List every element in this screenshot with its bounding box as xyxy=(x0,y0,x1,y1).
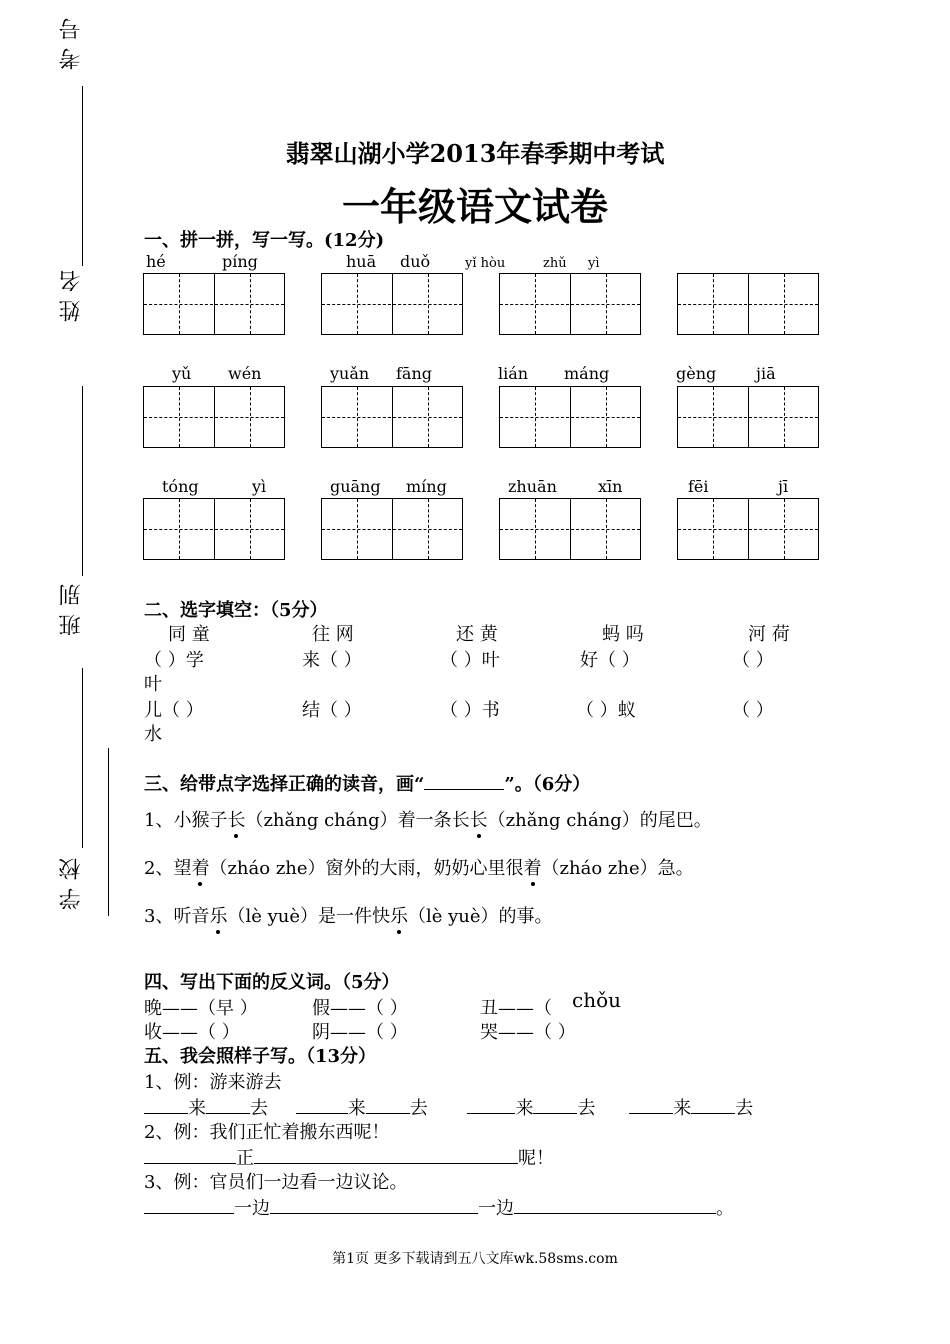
antonym-item[interactable]: 丑——（ xyxy=(480,998,552,1019)
pinyin: wén xyxy=(228,364,262,383)
char-pair: 蚂 吗 xyxy=(602,624,644,645)
pinyin: duǒ xyxy=(400,252,431,271)
antonym-item[interactable]: 晚——（早 ） xyxy=(144,998,258,1019)
chou-pinyin: chǒu xyxy=(572,988,622,1012)
pinyin: jī xyxy=(778,477,789,496)
pinyin: xīn xyxy=(598,477,623,496)
char-pair: 还 黄 xyxy=(456,624,498,645)
pinyin: yǐ hòu xyxy=(465,256,506,271)
class-line xyxy=(82,668,83,848)
fill-blank[interactable]: （ ） xyxy=(732,700,774,721)
question-2: 2、望着（zháo zhe）窗外的大雨，奶奶心里很着（zháo zhe）急。 xyxy=(144,854,694,880)
pinyin: yì xyxy=(252,477,267,496)
pinyin: yì xyxy=(588,256,600,271)
pinyin: míng xyxy=(406,477,447,496)
char-pair: 河 荷 xyxy=(748,624,790,645)
pinyin: píng xyxy=(222,252,258,271)
pinyin: jiā xyxy=(756,364,776,383)
writing-grid[interactable] xyxy=(143,273,285,335)
writing-grid[interactable] xyxy=(143,386,285,448)
class-label: 班别 xyxy=(59,576,84,636)
pinyin: guāng xyxy=(330,477,381,496)
question-1: 1、小猴子长（zhǎng cháng）着一条长长（zhǎng cháng）的尾巴。 xyxy=(144,806,712,832)
pinyin: zhǔ xyxy=(543,256,567,271)
pinyin: fāng xyxy=(396,364,433,383)
section-2-title: 二、选字填空：（5分） xyxy=(144,600,328,621)
antonym-item[interactable]: 收——（ ） xyxy=(144,1022,240,1043)
answer-line-2[interactable]: 正 呢！ xyxy=(144,1144,554,1170)
pinyin: lián xyxy=(498,364,529,383)
writing-grid[interactable] xyxy=(677,273,819,335)
pinyin: yuǎn xyxy=(330,364,370,383)
pinyin: huā xyxy=(346,252,377,271)
question-3: 3、听音乐（lè yuè）是一件快乐（lè yuè）的事。 xyxy=(144,902,553,928)
section-5-title: 五、我会照样子写。（13分） xyxy=(144,1046,377,1067)
antonym-item[interactable]: 哭——（ ） xyxy=(480,1022,576,1043)
fill-blank[interactable]: （ ）叶 xyxy=(440,650,500,671)
answer-line-1[interactable]: 来 去 来 去 来 去 来 去 xyxy=(144,1094,753,1120)
example-1: 1、例：游来游去 xyxy=(144,1072,282,1093)
answer-line-3[interactable]: 一边 一边 。 xyxy=(144,1194,734,1220)
antonym-item[interactable]: 阴——（ ） xyxy=(312,1022,408,1043)
writing-grid[interactable] xyxy=(499,386,641,448)
fill-blank[interactable]: （ ）学 xyxy=(144,650,204,671)
pinyin: hé xyxy=(146,252,166,271)
pinyin: fēi xyxy=(688,477,709,496)
wrap-char: 叶 xyxy=(144,674,162,695)
fill-blank[interactable]: 来（ ） xyxy=(302,650,362,671)
pinyin: yǔ xyxy=(172,364,192,383)
writing-grid[interactable] xyxy=(321,273,463,335)
fill-blank[interactable]: 儿（ ） xyxy=(144,700,204,721)
writing-grid[interactable] xyxy=(499,273,641,335)
writing-grid[interactable] xyxy=(143,498,285,560)
name-line xyxy=(82,386,83,576)
pinyin: máng xyxy=(564,364,610,383)
school-title: 翡翠山湖小学2013年春季期中考试 xyxy=(285,139,665,168)
writing-grid[interactable] xyxy=(321,386,463,448)
fill-blank[interactable]: （ ） xyxy=(732,650,774,671)
name-label: 姓名 xyxy=(59,262,84,322)
writing-grid[interactable] xyxy=(321,498,463,560)
fill-blank[interactable]: 结（ ） xyxy=(302,700,362,721)
writing-grid[interactable] xyxy=(677,498,819,560)
section-1-title: 一、拼一拼，写一写。(12分) xyxy=(144,230,385,251)
exam-no-label: 考号 xyxy=(59,10,84,70)
page-footer: 第1页 更多下载请到五八文库wk.58sms.com xyxy=(332,1251,618,1267)
fill-blank[interactable]: 好（ ） xyxy=(580,650,640,671)
pinyin: tóng xyxy=(162,477,199,496)
section-3-title: 三、给带点字选择正确的读音，画“ ”。（6分） xyxy=(144,770,590,796)
char-pair: 往 网 xyxy=(312,624,354,645)
antonym-item[interactable]: 假——（ ） xyxy=(312,998,408,1019)
writing-grid[interactable] xyxy=(677,386,819,448)
pinyin: gèng xyxy=(676,364,717,383)
pinyin: zhuān xyxy=(508,477,557,496)
example-2: 2、例：我们正忙着搬东西呢！ xyxy=(144,1122,390,1143)
writing-grid[interactable] xyxy=(499,498,641,560)
char-pair: 同 童 xyxy=(168,624,210,645)
example-3: 3、例：官员们一边看一边议论。 xyxy=(144,1172,408,1193)
fill-blank[interactable]: （ ）书 xyxy=(440,700,500,721)
paper-title: 一年级语文试卷 xyxy=(341,184,608,229)
binding-line xyxy=(108,748,109,916)
section-4-title: 四、写出下面的反义词。（5分） xyxy=(144,972,400,993)
school-label: 学校 xyxy=(59,850,84,910)
fill-blank[interactable]: （ ）蚁 xyxy=(576,700,636,721)
wrap-char: 水 xyxy=(144,724,162,745)
